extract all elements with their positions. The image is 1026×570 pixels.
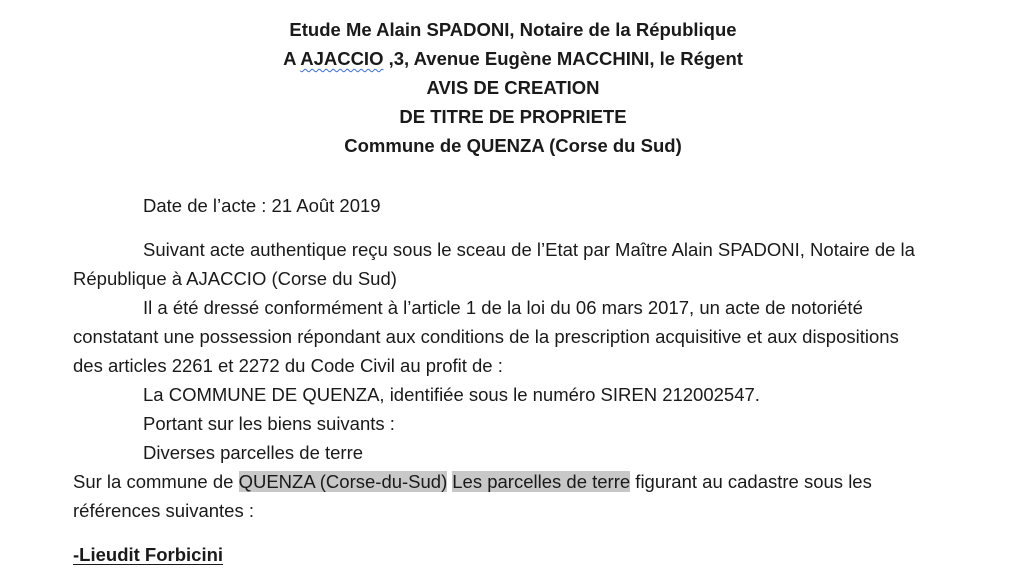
commune-heading: Commune de QUENZA (Corse du Sud) (344, 135, 682, 156)
address-prefix: A (283, 48, 301, 69)
paragraph-2-line-3: des articles 2261 et 2272 du Code Civil au profit de : (73, 355, 503, 376)
office-address (0, 44, 1026, 73)
act-date: Date de l’acte : 21 Août 2019 (143, 195, 381, 216)
address-city: AJACCIO (300, 48, 384, 69)
highlighted-commune: QUENZA (Corse-du-Sud) (238, 471, 448, 492)
office-title: Etude Me Alain SPADONI, Notaire de la République (289, 19, 737, 40)
locality-heading: -Lieudit Forbicini (73, 544, 224, 565)
goods-description: Diverses parcelles de terre (143, 442, 364, 463)
commune-line (73, 467, 872, 496)
paragraph-2-line-2: constatant une possession répondant aux conditions de la prescription acquisitive et aux dispositions (73, 326, 899, 347)
paragraph-1-line-1: Suivant acte authentique reçu sous le sceau de l’Etat par Maître Alain SPADONI, Notaire de la (143, 239, 915, 260)
references-line: références suivantes : (73, 500, 254, 521)
paragraph-1-line-2: République à AJACCIO (Corse du Sud) (73, 268, 397, 289)
commune-suffix: figurant au cadastre sous les (630, 471, 872, 492)
notice-title: AVIS DE CREATION (426, 77, 600, 98)
address-suffix: ,3, Avenue Eugène MACCHINI, le Régent (383, 48, 743, 69)
notice-subtitle: DE TITRE DE PROPRIETE (399, 106, 627, 127)
goods-intro: Portant sur les biens suivants : (143, 413, 395, 434)
commune-prefix: Sur la commune de (73, 471, 239, 492)
beneficiary-line: La COMMUNE DE QUENZA, identifiée sous le numéro SIREN 212002547. (143, 384, 760, 405)
highlighted-parcels: Les parcelles de terre (452, 471, 631, 492)
paragraph-2-line-1: Il a été dressé conformément à l’article 1 de la loi du 06 mars 2017, un acte de notoriété (143, 297, 863, 318)
